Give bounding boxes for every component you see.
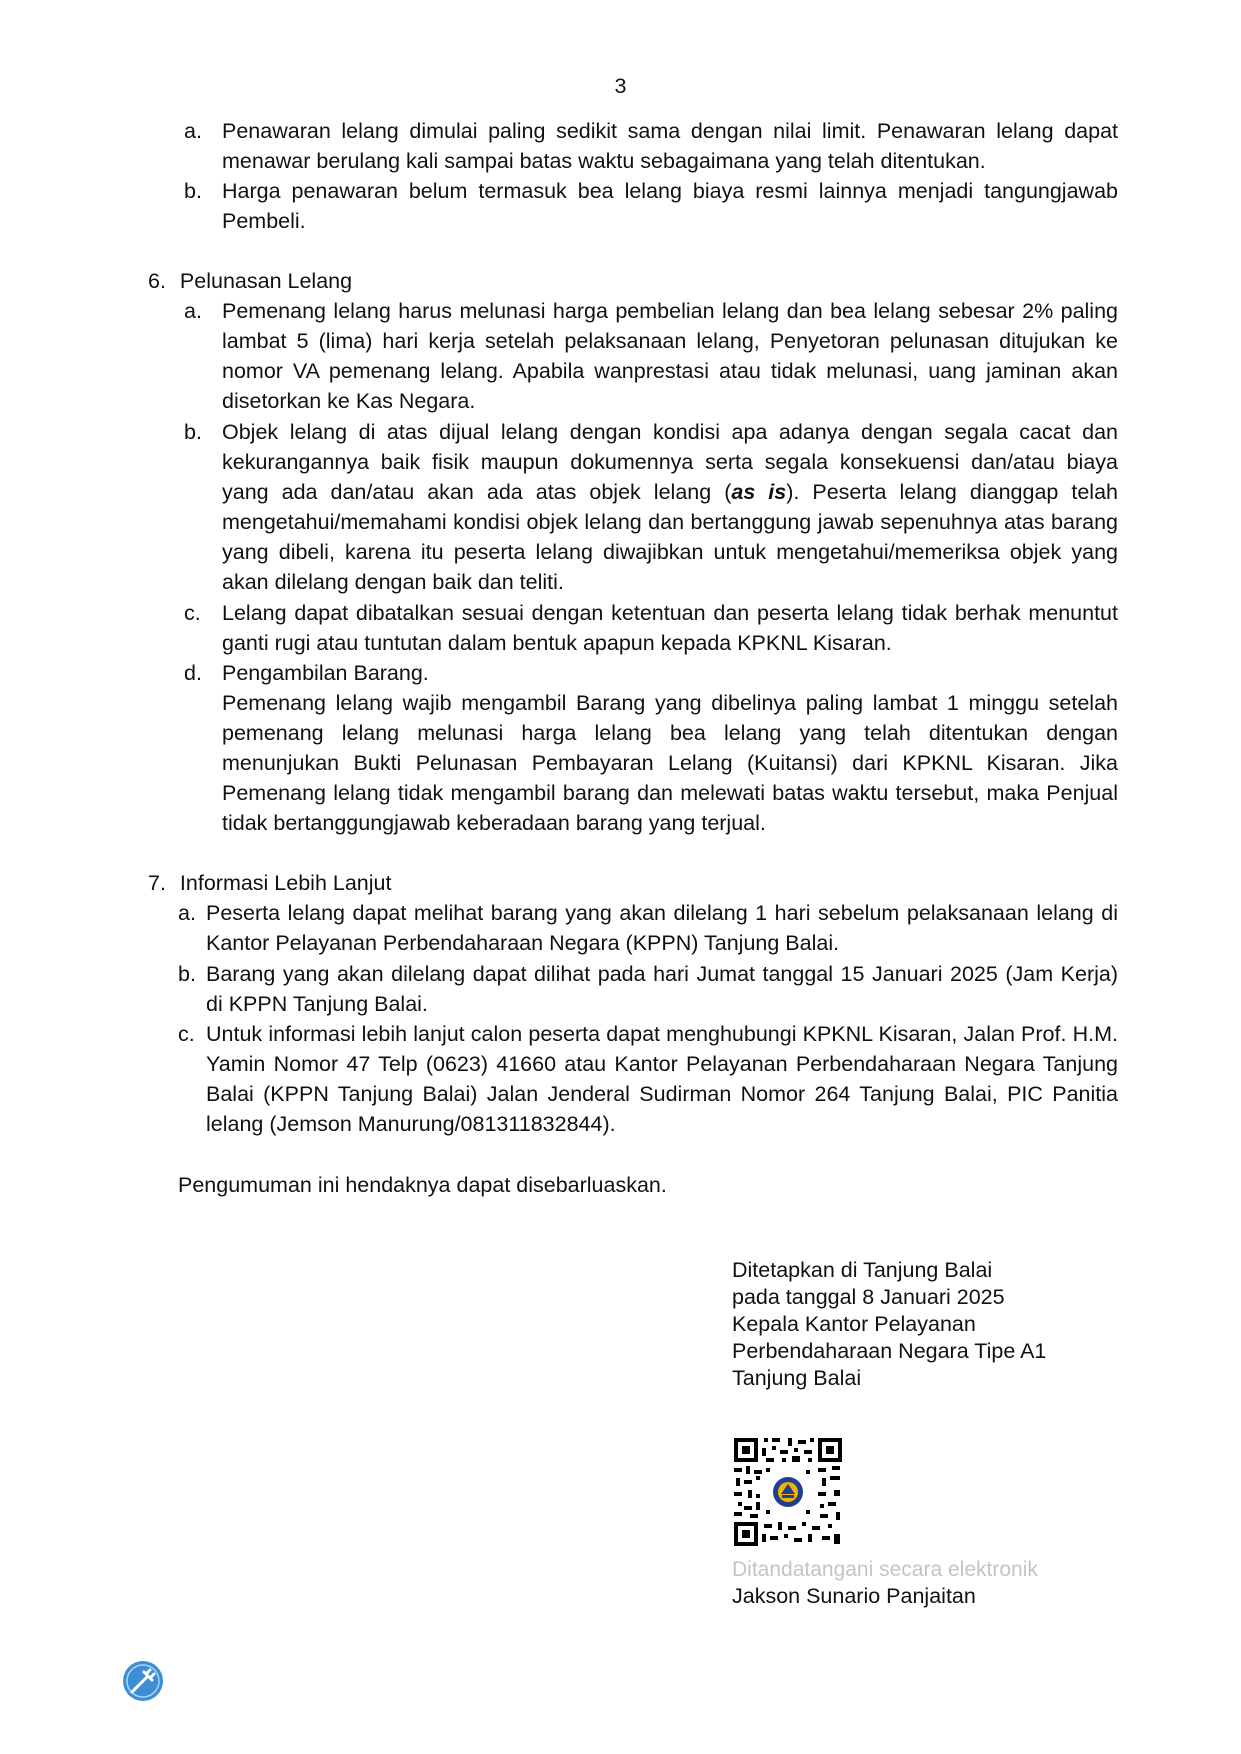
list-item: [178, 1019, 1118, 1139]
list-marker: b.: [184, 420, 202, 444]
section-number: 6.: [148, 269, 166, 293]
list-item-heading: Pengambilan Barang.: [222, 661, 429, 685]
list-marker: a.: [178, 901, 196, 925]
section-heading: [148, 266, 352, 296]
list-marker: c.: [184, 601, 201, 625]
closing-text: Pengumuman ini hendaknya dapat disebarluaskan.: [178, 1173, 667, 1197]
app-logo-icon: [122, 1660, 164, 1702]
list-item-text: Peserta lelang dapat melihat barang yang akan dilelang 1 hari sebelum pelaksanaan lelang di Kantor Pelayanan Perbendaharaan Negara (KPPN) Tanjung Balai.: [206, 901, 1118, 955]
page-number: 3: [614, 74, 627, 98]
signed-electronically-note: Ditandatangani secara elektronik: [732, 1558, 1038, 1581]
list-marker: d.: [184, 661, 202, 685]
kemenkeu-emblem-icon: [770, 1474, 806, 1510]
list-item-text: Pemenang lelang harus melunasi harga pembelian lelang dan bea lelang sebesar 2% paling lambat 5 (lima) hari kerja setelah pelaksanaan lelang, Penyetoran pelunasan ditujukan ke nomor VA pemenang lelang. Apabila wanprestasi atau tidak melunasi, uang jaminan akan disetorkan ke Kas Negara.: [222, 299, 1118, 413]
list-item-text: Lelang dapat dibatalkan sesuai dengan ketentuan dan peserta lelang tidak berhak menuntut ganti rugi atau tuntutan dalam bentuk apapun kepada KPKNL Kisaran.: [222, 601, 1118, 655]
list-marker: b.: [184, 179, 202, 203]
section-title: Informasi Lebih Lanjut: [179, 871, 392, 895]
section-title: Pelunasan Lelang: [179, 269, 353, 293]
list-item-text: Barang yang akan dilelang dapat dilihat pada hari Jumat tanggal 15 Januari 2025 (Jam Kerja) di KPPN Tanjung Balai.: [206, 962, 1118, 1016]
list-item: [184, 658, 1118, 838]
list-item: [184, 598, 1118, 658]
list-item: [178, 959, 1118, 1019]
list-marker: c.: [178, 1022, 195, 1046]
list-item: [178, 898, 1118, 958]
section-heading: [148, 868, 391, 898]
list-marker: a.: [184, 119, 202, 143]
list-item-text: Pemenang lelang wajib mengambil Barang yang dibelinya paling lambat 1 minggu setelah pemenang lelang melunasi harga lelang bea lelang yang telah ditentukan dengan menunjukan Bukti Pelunasan Pembayaran Lelang (Kuitansi) dari KPKNL Kisaran. Jika Pemenang lelang tidak mengambil barang dan melewati batas waktu tersebut, maka Penjual tidak bertanggungjawab keberadaan barang yang terjual.: [222, 691, 1118, 835]
list-item: [184, 417, 1118, 597]
signature-date: pada tanggal 8 Januari 2025: [732, 1285, 1005, 1309]
list-item-text: Penawaran lelang dimulai paling sedikit sama dengan nilai limit. Penawaran lelang dapat menawar berulang kali sampai batas waktu sebagaimana yang telah ditentukan.: [222, 119, 1118, 173]
signature-city: Tanjung Balai: [732, 1366, 862, 1390]
signature-position: Kepala Kantor Pelayanan: [732, 1312, 976, 1336]
list-item: [184, 116, 1118, 176]
list-marker: b.: [178, 962, 196, 986]
signature-office: Perbendaharaan Negara Tipe A1: [732, 1339, 1047, 1363]
qr-code-icon: [732, 1436, 844, 1548]
list-item-text: Untuk informasi lebih lanjut calon peserta dapat menghubungi KPKNL Kisaran, Jalan Prof. H.M. Yamin Nomor 47 Telp (0623) 41660 atau Kantor Pelayanan Perbendaharaan Negara Tanjung Balai (KPPN Tanjung Balai) Jalan Jenderal Sudirman Nomor 264 Tanjung Balai, PIC Panitia lelang (Jemson Manurung/081311832844).: [206, 1022, 1118, 1136]
signatory-name: Jakson Sunario Panjaitan: [732, 1584, 976, 1608]
list-item-text: Harga penawaran belum termasuk bea lelang biaya resmi lainnya menjadi tangungjawab Pembeli.: [222, 179, 1118, 233]
text-segment: Objek lelang di atas dijual lelang dengan kondisi apa adanya dengan segala cacat dan kekurangannya baik fisik maupun dokumennya serta segala konsekuensi dan/atau biaya yang ada dan/atau akan ada atas objek lelang (: [222, 420, 1118, 504]
section-number: 7.: [148, 871, 166, 895]
text-segment: ). Peserta lelang dianggap telah mengetahui/memahami kondisi objek lelang dan bertanggung jawab sepenuhnya atas barang yang dibeli, karena itu peserta lelang diwajibkan untuk mengetahui/memeriksa objek yang akan dilelang dengan baik dan teliti.: [222, 480, 1118, 594]
signature-place: Ditetapkan di Tanjung Balai: [732, 1258, 993, 1282]
list-item-text: [222, 417, 1118, 597]
list-item: [184, 296, 1118, 416]
emphasis-as-is: as is: [731, 480, 787, 504]
list-item: [184, 176, 1118, 236]
list-marker: a.: [184, 299, 202, 323]
